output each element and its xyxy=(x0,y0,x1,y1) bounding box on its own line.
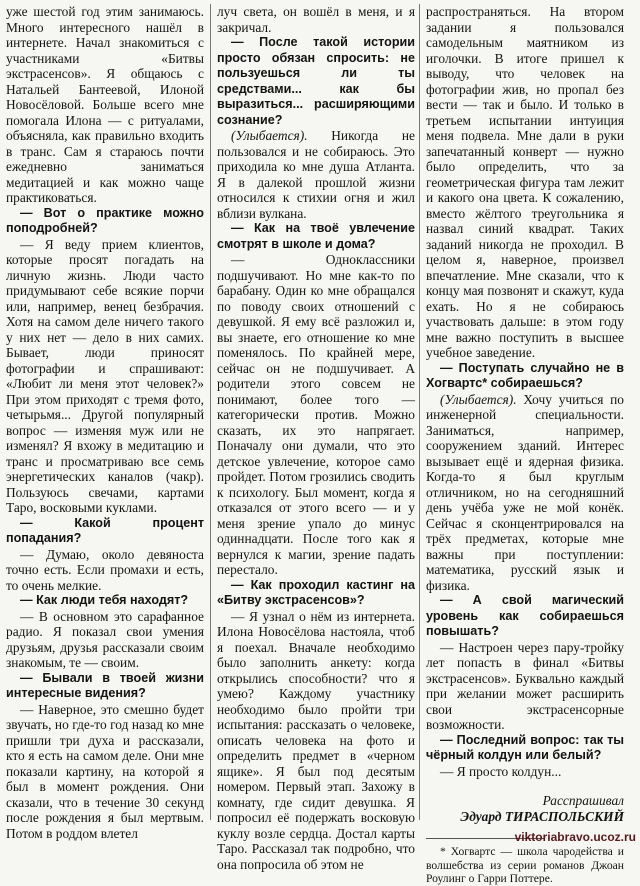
column-divider xyxy=(419,4,420,820)
question: — А свой магический уровень как собираешься повышать? xyxy=(426,593,624,638)
answer: — Я узнал о нём из интернета. Илона Новосёлова настояла, чтоб я поехал. Вначале необходимо было заполнить анкету: когда открылись способности? что я умею? Каждому участнику необходимо было пройти три испытания: рассказать о человеке, описать человека на фото и определить предмет в «черном ящике». Я был под десятым номером. Первый этап. Захожу в комнату, где сидит девушка. Я попросил её подержать восковую куклу возле сердца. Достал карты Таро. Рассказал так подробно, что она попросила об этом не xyxy=(217,608,415,872)
question: — Какой процент попадания? xyxy=(6,515,204,545)
stage-direction: (Улыбается). xyxy=(440,391,517,407)
answer-text: Хочу учиться по инженерной специальности. Заниматься, например, сооружением зданий. Интерес вызывает ещё и ядерная физика. Когда-то я был круглым отличником, но на сегодняшний день учёба уже не мой конёк. Сейчас я сконцентрировался на трёх предметах, которые мне важны при поступлении: математика, русский язык и физика. xyxy=(426,391,624,593)
byline-label: Расспрашивал xyxy=(542,793,624,808)
answer: — Я веду прием клиентов, которые просят погадать на личную жизнь. Люди часто придумывают себе всякие порчи или, например, венец безбрачия. Хотя на самом деле ничего такого у них нет — дело в них самих. Бывает, люди приносят фотографии и спрашивают: «Любит ли меня этот человек?» При этом приходят с тремя фото, четырьмя... Другой популярный вопрос — изменяя муж или не изменял? Я вхожу в медитацию и транс и просматриваю все семь энергетических каналов (чакр). Пользуюсь свечами, картами Таро, восковыми куклами. xyxy=(6,236,204,515)
question: — Как на твоё увлечение смотрят в школе и дома? xyxy=(217,221,415,251)
byline-author: Эдуард ТИРАСПОЛЬСКИЙ xyxy=(460,808,624,824)
question: — Как проходил кастинг на «Битву экстрасенсов»? xyxy=(217,577,415,607)
answer: — Настроен через пару-тройку лет попасть в финал «Битвы экстрасенсов». Буквально каждый при желании может расширить свои экстрасенсорные возможности. xyxy=(426,639,624,732)
question: — После такой истории просто обязан спросить: не пользуешься ли ты средствами... как бы выразиться... расширяющими сознание? xyxy=(217,35,415,127)
answer xyxy=(426,392,624,594)
answer: — Я просто колдун... xyxy=(440,763,562,779)
site-watermark: viktoriabravo.ucoz.ru xyxy=(514,830,636,844)
stage-direction: (Улыбается). xyxy=(231,128,308,143)
answer xyxy=(217,128,415,221)
answer: — В основном это сарафанное радио. Я показал свои умения друзьям, друзья рассказали своим знакомым, те — своим. xyxy=(6,608,204,670)
answer: — Наверное, это смешно будет звучать, но где-то год назад ко мне пришли три духа и рассказали, кто я есть на самом деле. Они мне показали картину, на которой я был в момент рождения. Они сказали, что в течение 30 секунд после рождения я был мертвым. Потом в роддом влетел xyxy=(6,701,204,841)
paragraph: луч света, он вошёл в меня, и я закричал. xyxy=(217,4,415,35)
question: — Последний вопрос: так ты чёрный колдун или белый? xyxy=(426,732,624,762)
byline xyxy=(426,793,624,824)
question: — Поступать случайно не в Хогвартс* собираешься? xyxy=(426,360,624,390)
question: — Вот о практике можно поподробней? xyxy=(6,205,204,235)
column-2 xyxy=(217,4,415,872)
column-3 xyxy=(426,4,624,886)
footnote: * Хогвартс — школа чародейства и волшебства из серии романов Джоан Роулинг о Гарри Поттере. xyxy=(426,845,624,885)
paragraph: распространяться. На втором задании я пользовался самодельным маятником из иголочки. В итоге пришел к выводу, что человек на фотографии жив, но пропал без вести — так и было. И только в третьем испытании интуиция меня подвела. Мне дали в руки запечатанный конверт — нужно было определить, что за геометрическая фигура там лежит и какого она цвета. К сожалению, вместо жёлтого треугольника я назвал синий квадрат. Таких заданий никогда не проходил. В целом я, наверное, произвел впечатление. Мне сказали, что к концу мая позвонят и скажут, куда ехать. Но я не собираюсь участвовать дальше: в этом году мне важно поступить в высшее учебное заведение. xyxy=(426,4,624,360)
column-divider xyxy=(210,4,211,820)
column-1 xyxy=(6,4,204,841)
answer: — Одноклассники подшучивают. Но мне как-то по барабану. Один ко мне обращался по поводу своих отношений с девушкой. Я ему всё разложил и, вы знаете, его отношение ко мне поменялось. По крайней мере, сейчас он не подшучивает. А родители этого совсем не понимают, более того — категорически против. Можно сказать, их это напрягает. Поначалу они думали, что это детское увлечение, которое само пройдет. Потом грозились сводить к психологу. Был момент, когда я отказался от этого всего — и у меня зрение упало до минус одиннадцати. После того как я вернулся к магии, зрение падать перестало. xyxy=(217,252,415,577)
answer: — Думаю, около девяноста точно есть. Если промахи и есть, то очень мелкие. xyxy=(6,546,204,593)
answer-text: Никогда не пользовался и не собираюсь. Это приходила ко мне душа Атланта. Я в далекой прошлой жизни относился к стихии огня и жил вблизи вулкана. xyxy=(217,128,415,221)
question: — Как люди тебя находят? xyxy=(20,593,189,607)
paragraph: уже шестой год этим занимаюсь. Много интересного нашёл в интернете. Начал знакомиться с участниками «Битвы экстрасенсов». Я общаюсь с Натальей Бантеевой, Илоной Новосёловой. Больше всего мне помогала Илона — с ритуалами, объясняла, как правильно входить в транс. Сам я стараюсь почти ежедневно заниматься медитацией и как можно чаще практиковаться. xyxy=(6,4,204,205)
question: — Бывали в твоей жизни интересные видения? xyxy=(6,670,204,700)
